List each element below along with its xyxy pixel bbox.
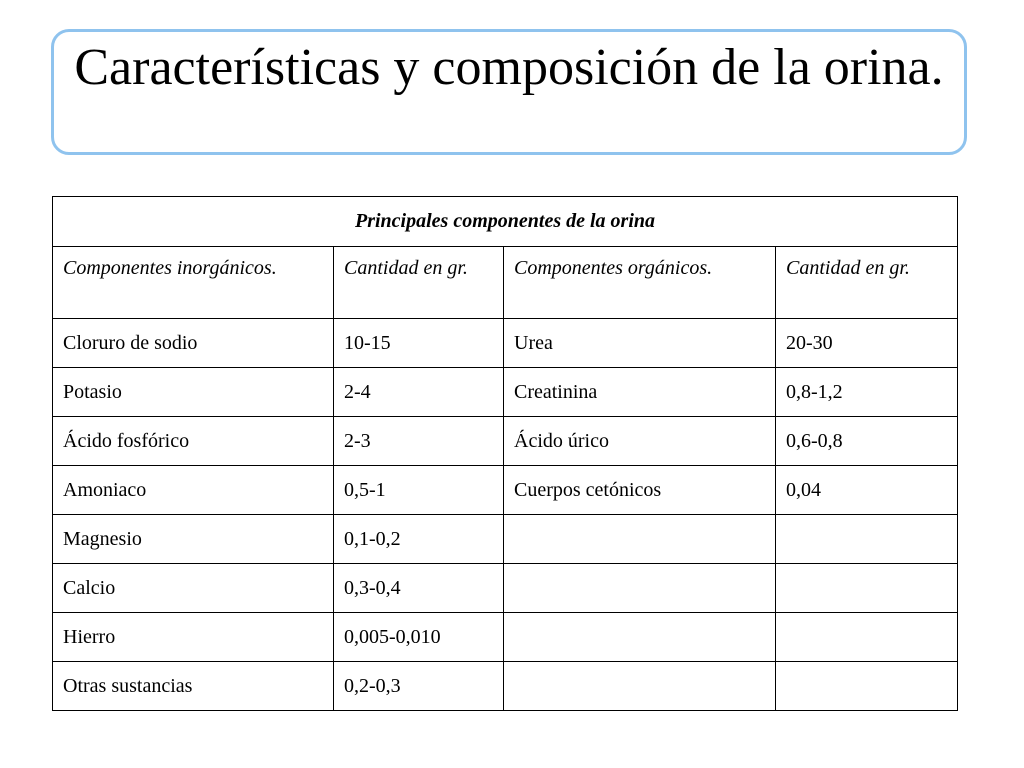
organic-component: Creatinina: [504, 368, 776, 417]
urine-components-table: [52, 196, 958, 711]
organic-amount: 0,04: [776, 466, 958, 515]
organic-amount: 0,6-0,8: [776, 417, 958, 466]
table-row: [53, 417, 958, 466]
header-inorganic-amount: Cantidad en gr.: [334, 247, 504, 319]
organic-amount: [776, 662, 958, 711]
table-row: [53, 613, 958, 662]
slide-title-box: [51, 29, 967, 155]
organic-amount: 20-30: [776, 319, 958, 368]
inorganic-amount: 2-3: [334, 417, 504, 466]
table-row: [53, 319, 958, 368]
inorganic-amount: 2-4: [334, 368, 504, 417]
inorganic-amount: 0,1-0,2: [334, 515, 504, 564]
table-header-row: [53, 247, 958, 319]
organic-amount: 0,8-1,2: [776, 368, 958, 417]
inorganic-component: Ácido fosfórico: [53, 417, 334, 466]
organic-component: [504, 613, 776, 662]
inorganic-component: Potasio: [53, 368, 334, 417]
organic-component: [504, 515, 776, 564]
header-organic-amount: Cantidad en gr.: [776, 247, 958, 319]
table-row: [53, 368, 958, 417]
inorganic-amount: 0,5-1: [334, 466, 504, 515]
inorganic-amount: 0,2-0,3: [334, 662, 504, 711]
organic-amount: [776, 613, 958, 662]
inorganic-component: Magnesio: [53, 515, 334, 564]
inorganic-component: Hierro: [53, 613, 334, 662]
organic-component: [504, 564, 776, 613]
inorganic-component: Otras sustancias: [53, 662, 334, 711]
organic-amount: [776, 564, 958, 613]
organic-amount: [776, 515, 958, 564]
table-row: [53, 662, 958, 711]
inorganic-component: Calcio: [53, 564, 334, 613]
organic-component: [504, 662, 776, 711]
inorganic-component: Amoniaco: [53, 466, 334, 515]
inorganic-amount: 0,005-0,010: [334, 613, 504, 662]
slide-title: Características y composición de la orina.: [74, 39, 944, 96]
organic-component: Cuerpos cetónicos: [504, 466, 776, 515]
header-organic: Componentes orgánicos.: [504, 247, 776, 319]
organic-component: Ácido úrico: [504, 417, 776, 466]
table-caption: Principales componentes de la orina: [53, 197, 958, 247]
inorganic-amount: 0,3-0,4: [334, 564, 504, 613]
header-inorganic: Componentes inorgánicos.: [53, 247, 334, 319]
table-caption-row: [53, 197, 958, 247]
organic-component: Urea: [504, 319, 776, 368]
table-row: [53, 515, 958, 564]
inorganic-component: Cloruro de sodio: [53, 319, 334, 368]
table-row: [53, 564, 958, 613]
inorganic-amount: 10-15: [334, 319, 504, 368]
table-row: [53, 466, 958, 515]
